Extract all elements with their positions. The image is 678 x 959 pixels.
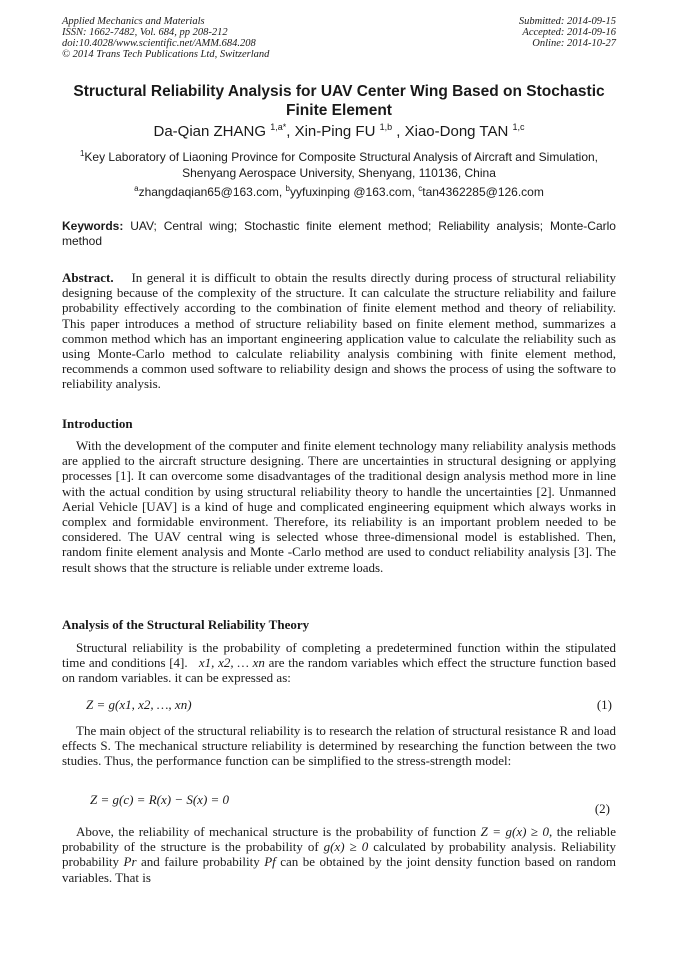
- affiliation-line-1: Key Laboratory of Liaoning Province for Composite Structural Analysis of Aircraft and Simulation,: [84, 150, 599, 164]
- accepted-date: Accepted: 2014-09-16: [522, 27, 616, 38]
- analysis-p3-text-d: and failure probability: [141, 854, 260, 870]
- analysis-p3-text-b: , the reliable probability of the structure is the probability of: [62, 824, 617, 855]
- author-2-marker: 1,b: [379, 122, 393, 132]
- author-separator: ,: [396, 123, 405, 140]
- symbol-pr: Pr: [123, 854, 137, 870]
- analysis-p3-text-e: can be obtained by the joint density function based on random variables. That is: [62, 854, 617, 885]
- analysis-p1-text-a: Structural reliability is the probability of completing a predetermined function within the stipulated time and conditions [4].: [62, 640, 616, 671]
- author-list: [62, 123, 616, 141]
- author-separator: ,: [286, 123, 295, 140]
- analysis-paragraph-1: [62, 640, 616, 686]
- introduction-heading: Introduction: [62, 416, 133, 431]
- email-c-marker: c: [418, 184, 423, 193]
- equation-2-number: (2): [594, 801, 610, 816]
- affiliation-marker: 1: [79, 149, 85, 158]
- analysis-p3-text-a: Above, the reliability of mechanical structure is the probability of function: [76, 824, 477, 839]
- analysis-paragraph-2: The main object of the structural reliability is to research the relation of structural resistance R and load effects S. The mechanical structure reliability is determined by researching the function between the two studies. Thus, the performance function can be simplified to the stress-strength model:: [62, 723, 616, 769]
- analysis-paragraph-3: [62, 824, 616, 885]
- doi[interactable]: doi:10.4028/www.scientific.net/AMM.684.208: [62, 38, 256, 49]
- paper-title: [62, 82, 616, 120]
- abstract-text: In general it is difficult to obtain the results directly during process of structural reliability designing because of the complexity of the structure. It can calculate the structure reliability and failure probability effectively according to the combination of finite element method and theory of reliability. This paper introduces a method of structure reliability based on finite element method, summarizes a common method which has an important engineering application value to calculate the reliability such as using Monte-Carlo method to calculate reliability analysis combining with finite element method, recommends a common used software to reliability design and shows the process of using the software to reliability analysis.: [62, 270, 616, 392]
- author-3-marker: 1,c: [512, 122, 525, 132]
- equation-1-expression: Z = g(x1, x2, …, xn): [86, 697, 192, 712]
- journal-name: Applied Mechanics and Materials: [62, 16, 205, 27]
- symbol-pf: Pf: [264, 854, 276, 870]
- email-b[interactable]: yyfuxinping @163.com: [290, 185, 412, 199]
- analysis-heading: Analysis of the Structural Reliability Theory: [62, 617, 310, 632]
- inline-formula-z: Z = g(x) ≥ 0: [480, 824, 549, 839]
- author-1: Da-Qian ZHANG: [153, 123, 267, 140]
- email-a[interactable]: zhangdaqian65@163.com: [138, 185, 279, 199]
- email-a-marker: a: [134, 184, 139, 193]
- email-b-marker: b: [285, 184, 290, 193]
- email-separator: ,: [411, 185, 419, 199]
- affiliation: [62, 149, 616, 181]
- equation-2-expression: Z = g(c) = R(x) − S(x) = 0: [90, 792, 230, 807]
- email-separator: ,: [278, 185, 286, 199]
- introduction-text: With the development of the computer and finite element technology many reliability analysis methods are applied to the aircraft structure designing. There are uncertainties in structural designing or applying processes [1]. It can overcome some disadvantages of the traditional design analysis method more in line with the actual condition by using structural reliability theory to handle the uncertainties [2]. Unmanned Aerial Vehicle [UAV] is a kind of huge and complicated engineering equipment which always works in complex and formidable environment. Therefore, its reliability is an important problem needed to be considered. The UAV central wing is selected whose three-dimensional model is established. Then, random finite element analysis and Monte -Carlo method are used to conduct reliability analysis [3]. The result shows that the structure is reliable under extreme loads.: [62, 438, 616, 575]
- affiliation-line-2: Shenyang Aerospace University, Shenyang, 110136, China: [182, 166, 496, 180]
- author-emails: [62, 185, 616, 200]
- publication-dates: [519, 16, 616, 49]
- keywords: [62, 219, 616, 249]
- author-3: Xiao-Dong TAN: [404, 123, 509, 140]
- equation-1: [62, 697, 616, 715]
- abstract-label: Abstract.: [62, 270, 114, 285]
- equation-2: [62, 792, 616, 816]
- abstract: [62, 270, 616, 392]
- author-1-marker: 1,a*: [270, 122, 287, 132]
- journal-info: [62, 16, 269, 60]
- keywords-label: Keywords:: [62, 219, 124, 233]
- analysis-p3-text-c: calculated by probability analysis. Reliability probability: [62, 839, 616, 870]
- random-variables: x1, x2, … xn: [198, 655, 265, 671]
- inline-formula-g: g(x) ≥ 0: [323, 839, 369, 855]
- copyright: © 2014 Trans Tech Publications Ltd, Switzerland: [62, 49, 270, 60]
- email-c[interactable]: tan4362285@126.com: [422, 185, 544, 199]
- title-line-2: Finite Element: [286, 102, 392, 119]
- issn: ISSN: 1662-7482, Vol. 684, pp 208-212: [62, 27, 228, 38]
- author-2: Xin-Ping FU: [294, 123, 376, 140]
- title-line-1: Structural Reliability Analysis for UAV Center Wing Based on Stochastic: [73, 83, 605, 100]
- keywords-text: UAV; Central wing; Stochastic finite element method; Reliability analysis; Monte-Carlo method: [62, 219, 616, 248]
- analysis-p1-text-b: are the random variables which effect the structure function based on random variables. it can be expressed as:: [62, 655, 616, 686]
- submitted-date: Submitted: 2014-09-15: [518, 16, 616, 27]
- equation-1-number: (1): [596, 697, 612, 712]
- online-date: Online: 2014-10-27: [532, 38, 616, 49]
